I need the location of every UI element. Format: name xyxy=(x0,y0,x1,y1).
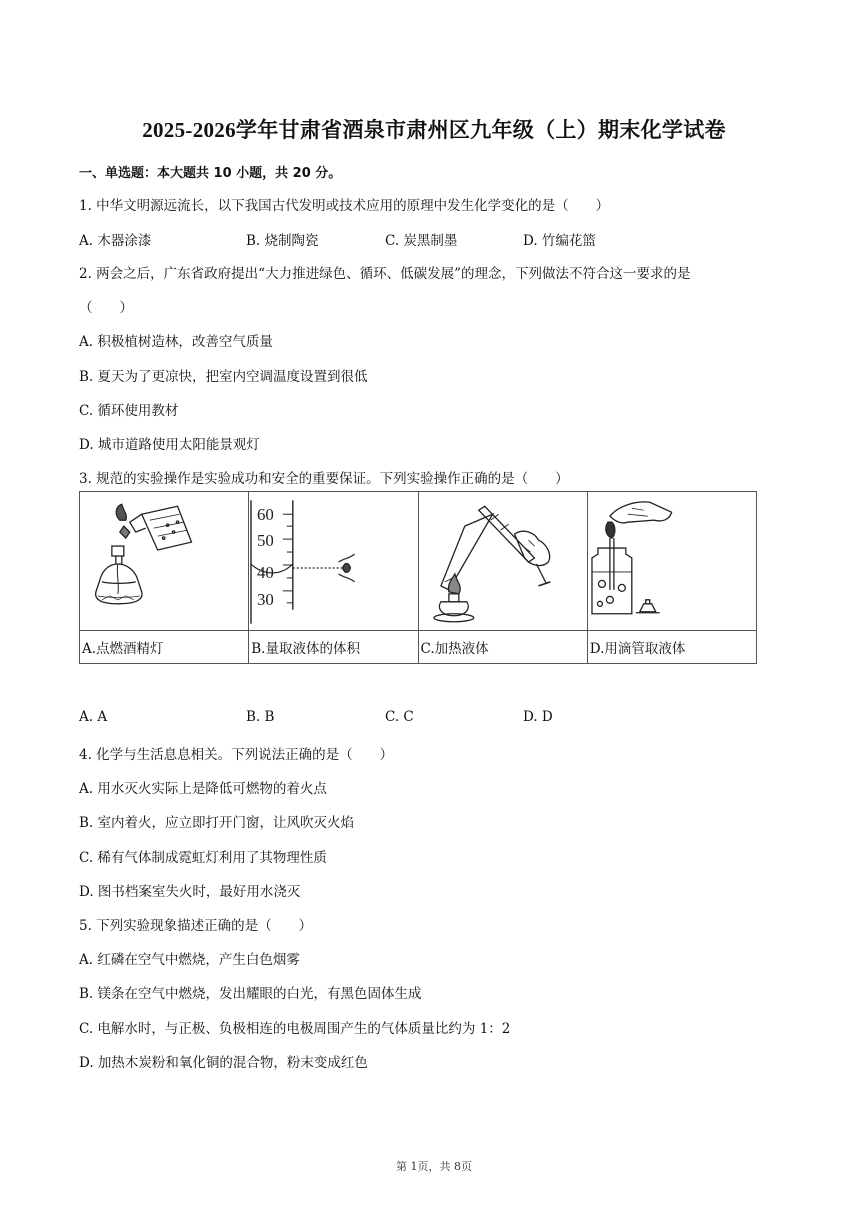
alcohol-lamp-lighting-illustration xyxy=(80,492,248,630)
section-heading: 一、单选题：本大题共 10 小题，共 20 分。 xyxy=(79,166,342,181)
page-footer: 第 1页，共 8页 xyxy=(396,1160,472,1173)
experiment-figure-table xyxy=(79,491,757,664)
figure-a-cell xyxy=(80,492,249,631)
q5-option-d: D. 加热木炭粉和氧化铜的混合物，粉末变成红色 xyxy=(79,1055,368,1071)
question-1-stem: 1. 中华文明源远流长，以下我国古代发明或技术应用的原理中发生化学变化的是（ ） xyxy=(79,198,610,214)
figure-b-caption: B.量取液体的体积 xyxy=(249,631,418,664)
page-title: 2025-2026学年甘肃省酒泉市肃州区九年级（上）期末化学试卷 xyxy=(142,118,726,142)
q3-option-c: C. C xyxy=(385,709,414,725)
question-2-stem-cont: （ ） xyxy=(79,300,133,316)
q3-option-a: A. A xyxy=(79,709,108,725)
heating-liquid-illustration xyxy=(419,492,587,630)
cylinder-tick-label: 60 xyxy=(257,505,275,525)
q4-option-a: A. 用水灭火实际上是降低可燃物的着火点 xyxy=(79,781,327,797)
figure-c-cell xyxy=(418,492,587,631)
question-5-stem: 5. 下列实验现象描述正确的是（ ） xyxy=(79,918,313,934)
q1-option-c: C. 炭黑制墨 xyxy=(385,233,458,249)
cylinder-tick-label: 30 xyxy=(257,589,275,609)
q5-option-a: A. 红磷在空气中燃烧，产生白色烟雾 xyxy=(79,952,300,968)
q4-option-d: D. 图书档案室失火时，最好用水浇灭 xyxy=(79,884,301,900)
figure-d-cell xyxy=(587,492,756,631)
question-2-stem: 2. 两会之后，广东省政府提出“大力推进绿色、循环、低碳发展”的理念，下列做法不符合这一要求的是 xyxy=(79,266,691,282)
q5-option-b: B. 镁条在空气中燃烧，发出耀眼的白光，有黑色固体生成 xyxy=(79,986,422,1002)
q2-option-c: C. 循环使用教材 xyxy=(79,403,179,419)
q3-option-b: B. B xyxy=(246,709,275,725)
q1-option-b: B. 烧制陶瓷 xyxy=(246,233,319,249)
question-4-stem: 4. 化学与生活息息相关。下列说法正确的是（ ） xyxy=(79,747,394,763)
q2-option-d: D. 城市道路使用太阳能景观灯 xyxy=(79,437,260,453)
figure-a-caption: A.点燃酒精灯 xyxy=(80,631,249,664)
figure-b-cell xyxy=(249,492,418,631)
q4-option-b: B. 室内着火，应立即打开门窗，让风吹灭火焰 xyxy=(79,815,355,831)
figure-c-caption: C.加热液体 xyxy=(418,631,587,664)
cylinder-tick-label: 40 xyxy=(257,562,275,582)
dropper-illustration xyxy=(588,492,756,630)
q1-option-a: A. 木器涂漆 xyxy=(79,233,152,249)
q2-option-a: A. 积极植树造林，改善空气质量 xyxy=(79,334,273,350)
q3-option-d: D. D xyxy=(523,709,553,725)
q4-option-c: C. 稀有气体制成霓虹灯利用了其物理性质 xyxy=(79,850,327,866)
q5-option-c: C. 电解水时，与正极、负极相连的电极周围产生的气体质量比约为 1：2 xyxy=(79,1021,511,1037)
question-3-stem: 3. 规范的实验操作是实验成功和安全的重要保证。下列实验操作正确的是（ ） xyxy=(79,471,569,487)
q1-option-d: D. 竹编花篮 xyxy=(523,233,596,249)
graduated-cylinder-reading-illustration xyxy=(249,492,417,630)
q2-option-b: B. 夏天为了更凉快，把室内空调温度设置到很低 xyxy=(79,369,368,385)
figure-d-caption: D.用滴管取液体 xyxy=(587,631,756,664)
cylinder-tick-label: 50 xyxy=(257,531,275,551)
